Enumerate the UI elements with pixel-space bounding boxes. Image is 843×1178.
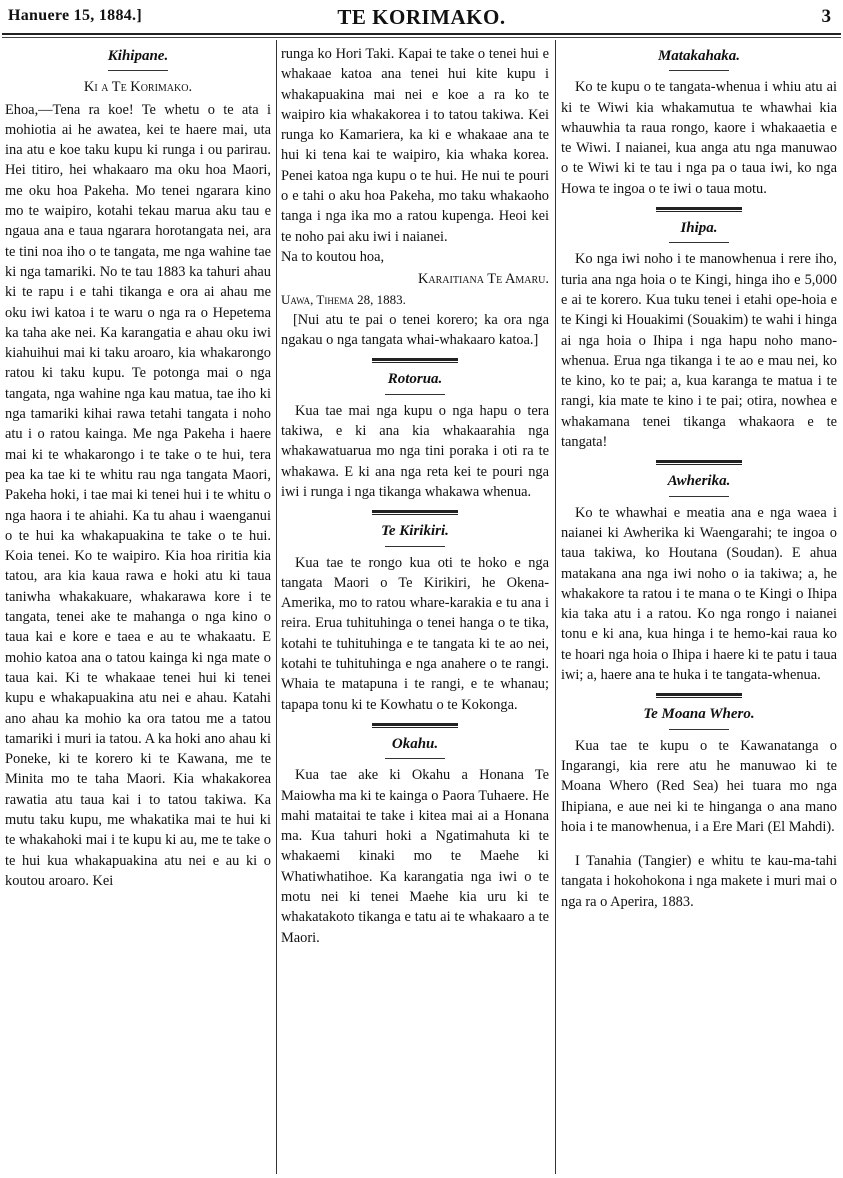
matakahaka-body: Ko te kupu o te tangata-whenua i whiu atu ai ki te Wiwi kia whakamutua te whawhai kia whauwhia ta raua rongo, kaore i whakaaetia e te Wiwi. I naianei, kua anga atu nga manuwao o te Wiwi ki te tau i nga pa o taua iwi, ko nga Howa te ingoa o te iwi o taua motu.	[561, 79, 837, 197]
heading-rule	[385, 546, 445, 547]
section-rule-thin	[656, 464, 742, 465]
editor-note: [Nui atu te pai o tenei korero; ka ora nga ngakau o nga tangata whai-whakaaro katoa.]	[281, 311, 549, 349]
section-rule	[372, 723, 458, 726]
heading-rule	[385, 758, 445, 759]
section-heading-matakahaka: Matakahaka.	[657, 48, 741, 64]
section-rule-thin	[372, 362, 458, 363]
section-heading-ihipa: Ihipa.	[680, 220, 718, 237]
rotorua-body: Kua tae mai nga kupu o nga hapu o tera takiwa, e ki ana kia whakaarahia nga whakawatuarua mo nga tini poraka i oti ra te whakawa. E ki ana nga reta kei te pouri nga iwi i runga i nga tikanga whakawa whenua.	[281, 402, 549, 500]
issue-date: Hanuere 15, 1884.]	[8, 7, 142, 24]
heading-rule	[669, 70, 729, 71]
heading-rule	[669, 496, 729, 497]
section-heading-te-moana-whero: Te Moana Whero.	[643, 706, 755, 723]
heading-rule	[108, 70, 168, 71]
section-rule	[656, 693, 742, 696]
letter-address: Ki a Te Korimako.	[83, 79, 193, 96]
section-rule-thin	[372, 727, 458, 728]
heading-rule	[669, 729, 729, 730]
spacer	[561, 837, 837, 851]
column-1	[5, 44, 271, 1172]
column-divider	[276, 40, 277, 1174]
heading-rule	[669, 242, 729, 243]
section-rule	[656, 207, 742, 210]
letter-body-continued: runga ko Hori Taki. Kapai te take o tenei hui e whakaae katoa ana tenei hui kite kupu i whakapuakina mai nei e koe a ra ko te waipiro kia whakakorea i to tatou takiwa. Kei runga ko Kamariera, ka ki e whakaae ana te hui ki tena kai te waipiro, kia whaka korea. Penei katoa nga kupu o te hui. He nui te pouri o e tahi o aku hoa Pakeha, mo taku whakaoho tanga i nga ika mo a ratou kupenga. Heoi kei te noho pai aku iwi i naianei.	[281, 46, 549, 245]
column-3	[561, 44, 837, 1172]
te-kirikiri-body: Kua tae te rongo kua oti te hoko e nga tangata Maori o Te Kirikiri, he Okena-Amerika, mo to ratou whare-karakia e tu ana i reira. Erua tuhituhinga o tenei hanga o te tika, kotahi te tuhituhinga e te tangata ki te ao nei, kotahi te tuhituhinga e nga anahere o te rangi. Whaia te matapuna i te rangi, e te whanau; tapapa tonu ki te Kowhatu o te Kokonga.	[281, 554, 549, 713]
column-divider	[555, 40, 556, 1174]
masthead-rule-thin	[2, 37, 841, 38]
ihipa-body: Ko nga iwi noho i te manowhenua i rere iho, turia ana nga hoia o te Kingi, hinga iho e 5,000 e ai te korero. Kua tuku tenei i etahi ope-hoia e te Kingi ki Houakimi (Souakim) te wahi i hinga ai nga hoia o Ihipa i nga hapu noho mano-whenua. Erua nga tikanga i te ao e mau nei, ko te kino, ko te pai; a, kua karanga te matua i te rangi, kia mate te kino i te pai; otira, nowhea e whakamana tenei tikanga whakaora e te tangata!	[561, 251, 837, 451]
letter-closing: Na to koutou hoa,	[281, 248, 385, 265]
letter-dateline: Uawa, Tihema 28, 1883.	[281, 291, 406, 307]
section-heading-te-kirikiri: Te Kirikiri.	[381, 523, 449, 540]
section-heading-awherika: Awherika.	[667, 473, 731, 490]
te-moana-whero-body: Kua tae te kupu o te Kawanatanga o Ingarangi, kia rere atu he manuwao ki te Moana Whero (Red Sea) hei tuara mo nga Ihipiana, e aue nei ki te hinganga o ana mano hoia i te manowhenua, i a Ere Mari (El Mahdi).	[561, 737, 837, 835]
letter-body: Ehoa,—Tena ra koe! Te whetu o te ata i mohiotia ai he awatea, kei te haere mai, uta ina atu e koe taku kupu ki runga i ou parirau. Hei titiro, hei whakaaro ma oku hoa Maori, me oku hoa Pakeha. Mo tenei ngarara kino mo te waipiro, kotahi tekau marua aku tau e ngaua ana e taua ngarara horotangata nei, ara te tini noa iho o te tangata, me nga wahine tae ki nga tamariki. No te tau 1883 ka tahuri ahau ki te rapu i e tahi tikanga e ora ai ahau me oku iwi katoa i te waru o nga ra o Hepetema ka taha ake nei. Ka karangatia e ahau oku iwi kiahuihui mai ki taku aroaro, kia whakarongo ratou ki taku kupu. Te potonga mai o nga tangata, nga wahine nga kau matua, tae iho ki nga tamariki kihai rawa tetahi tangata i noho atu i o ratou kainga. Me nga Pakeha i haere mai ki te whakarongo i te take o te hui, tera pea ka tae ki te whitu rau nga tangata Maori, Pakeha hoki, i tae mai ki tenei hui i te whitu o nga haora i te ahiahi. Ka tu ahau i waenganui o te hui ka whakapuakina te take o te hui. Koia tenei. Ko te waipiro. Kia hoa riritia kia tatou, ara kia kaua rawa e hoki atu ki taua taniwha whakakuare, whakarawa kore i te tangata, tenei ake te mahanga o nga kino o taua kai e kore e taea e au te whakaatu. E mohio katoa ana o tatou kainga ki nga mate o taua kai. Ki te whakaae tenei hui ki tenei kupu e whakapuakina atu nei e ahau. Katahi ano ahau ka mohio ka ora tatou me a tatou tamariki i muri ia tatou. A ka hoki ano ahau ki Poneke, ki te korero ki te Kawana, me te Minita mo te taha Maori. Kia whakakorea rawatia atu taua kai i to tatou takiwa. Ka mutu taku kupu, me whakatika mai te hui ki te whakahoki mai i te kupu ki au, me te take o te hui kua whakapuakina atu nei e au ki o koutou aroaro. Kei	[5, 101, 271, 889]
column-2	[281, 44, 549, 1172]
tangier-body: I Tanahia (Tangier) e whitu te kau-ma-tahi tangata i hokohokona i nga makete i muri mai o nga ra o Aperira, 1883.	[561, 853, 837, 910]
letter-signature: Karaitiana Te Amaru.	[418, 271, 549, 288]
section-heading-rotorua: Rotorua.	[387, 371, 443, 388]
heading-rule	[385, 394, 445, 395]
awherika-body: Ko te whawhai e meatia ana e nga waea i naianei ki Awherika ki Waengarahi; te ingoa o taua takiwa, ko Houtana (Soudan). E ahua matakana ana nga iwi noho o ia takiwa; a, he whakakore ta ratou i te mana o te Kingi o Ihipa kia taka atu i a ratou. Ko nga rongo i naianei tonu e ki ana, kua hinga i te hemo-kai raua ko te hoari nga hoia o Ihipa i haere ki te patu i taua iwi; a, haere ana te huka i te tangata-whenua.	[561, 504, 837, 684]
section-rule	[656, 460, 742, 463]
section-rule-thin	[656, 697, 742, 698]
page-number: 3	[821, 6, 831, 27]
section-rule-thin	[372, 514, 458, 515]
section-rule	[372, 358, 458, 361]
newspaper-title: TE KORIMAKO.	[337, 5, 506, 29]
section-heading-okahu: Okahu.	[391, 735, 439, 752]
section-rule	[372, 510, 458, 513]
section-heading-kihipane: Kihipane.	[107, 48, 169, 64]
section-rule-thin	[656, 211, 742, 212]
masthead-rule	[2, 33, 841, 35]
okahu-body: Kua tae ake ki Okahu a Honana Te Maiowha ma ki te kainga o Paora Tuhaere. He mahi mataitai te take i kitea mai ai a Honana ma. Kua tahuri hoki a Ngatimahuta ki te whakaemi kinaki mo te Maehe ki Whatiwhatihoe. Ka karangatia nga iwi o te motu nei ki tenei Maehe kia uru ki te whakatakoto tikanga e tatu ai te whakaaro a te Maori.	[281, 767, 549, 946]
masthead	[0, 0, 843, 34]
